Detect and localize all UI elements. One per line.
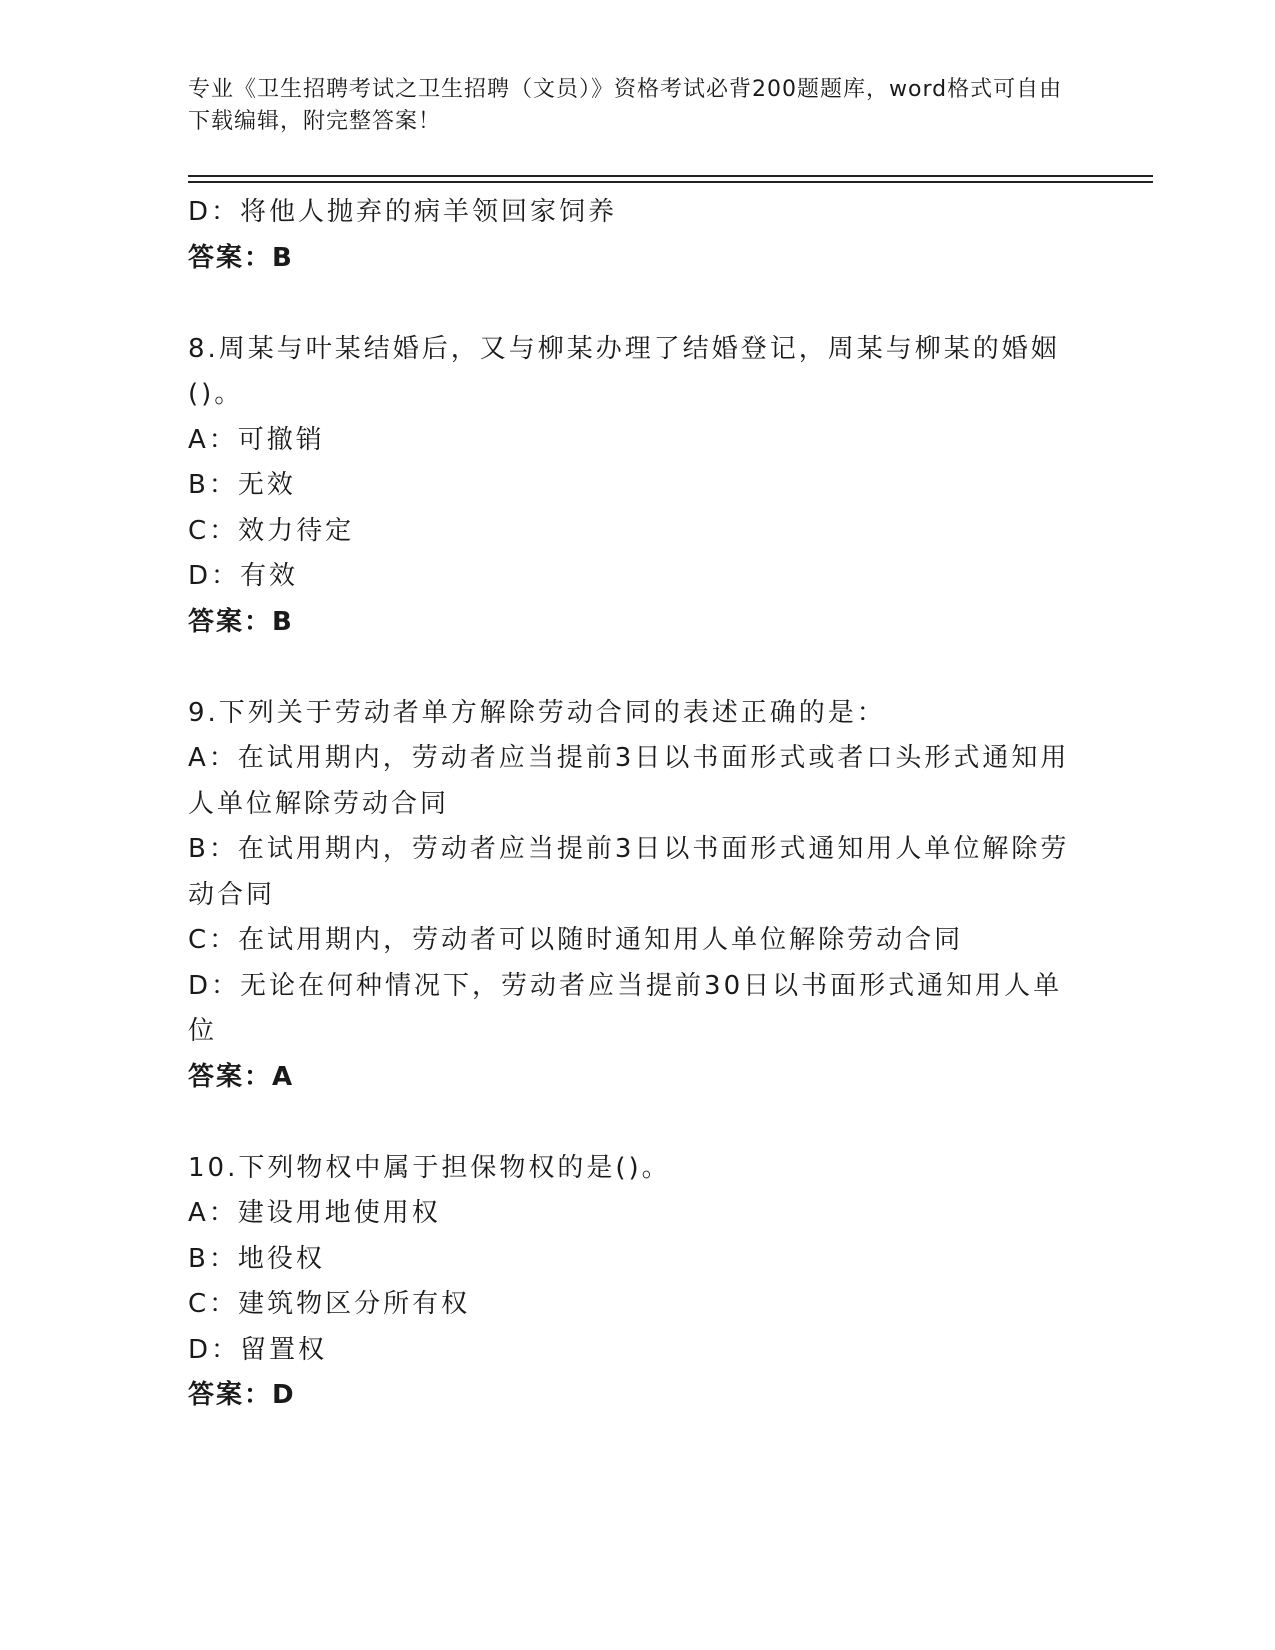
answer-line: 答案：D: [188, 1380, 296, 1410]
option-b: B：无效: [188, 470, 296, 500]
question-list: [188, 190, 1088, 1419]
option-a: A：可撤销: [188, 424, 325, 455]
header-divider-top: [188, 175, 1153, 177]
option-b: B：地役权: [188, 1243, 325, 1274]
answer-line: 答案：B: [188, 606, 294, 637]
header-title: 专业《卫生招聘考试之卫生招聘（文员）》资格考试必背200题题库，word格式可自由下载编辑，附完整答案！: [188, 77, 1063, 134]
spacer: [188, 645, 1088, 691]
option-a: A：在试用期内，劳动者应当提前3日以书面形式或者口头形式通知用人单位解除劳动合同: [188, 743, 1070, 819]
option-d: D：无论在何种情况下，劳动者应当提前30日以书面形式通知用人单位: [188, 970, 1063, 1046]
option-c: C：效力待定: [188, 515, 355, 546]
question-stem: 8.周某与叶某结婚后，又与柳某办理了结婚登记，周某与柳某的婚姻()。: [188, 333, 1060, 409]
option-b: B：在试用期内，劳动者应当提前3日以书面形式通知用人单位解除劳动合同: [188, 834, 1070, 910]
question-10: [188, 1146, 1088, 1419]
option-a: A：建设用地使用权: [188, 1198, 441, 1228]
option-c: C：在试用期内，劳动者可以随时通知用人单位解除劳动合同: [188, 925, 964, 955]
question-stem: 9.下列关于劳动者单方解除劳动合同的表述正确的是：: [188, 697, 886, 728]
answer-line: 答案：B: [188, 242, 294, 273]
previous-question: [188, 190, 1088, 281]
option-d: D：留置权: [188, 1334, 328, 1365]
question-9: [188, 691, 1088, 1101]
header-divider-bottom: [188, 181, 1153, 183]
question-stem: 10.下列物权中属于担保物权的是()。: [188, 1152, 671, 1183]
question-8: [188, 327, 1088, 646]
option-c: C：建筑物区分所有权: [188, 1289, 471, 1319]
spacer: [188, 281, 1088, 327]
answer-line: 答案：A: [188, 1061, 295, 1092]
document-header: [188, 74, 1068, 138]
option-d: D：将他人抛弃的病羊领回家饲养: [188, 197, 618, 227]
option-d: D：有效: [188, 561, 299, 591]
spacer: [188, 1100, 1088, 1146]
